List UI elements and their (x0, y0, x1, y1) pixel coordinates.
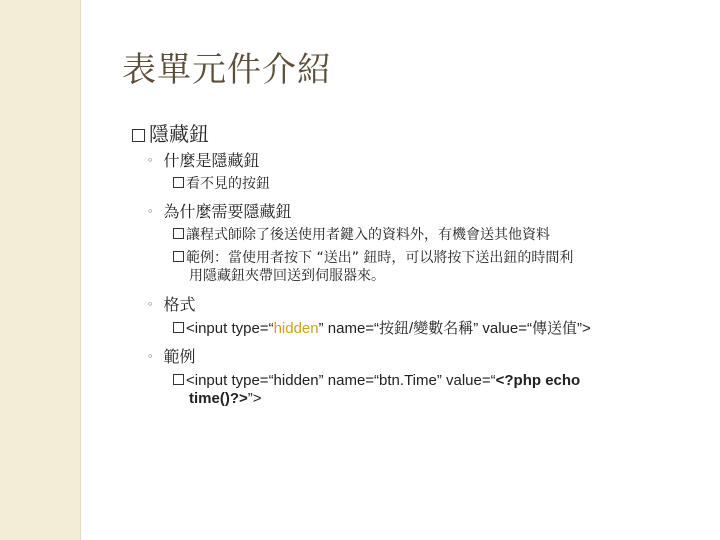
detail-text: 範例：當使用者按下 “送出” 鈕時，可以將按下送出鈕的時間利 (186, 250, 574, 266)
decorative-sidebar (0, 0, 80, 540)
ring-bullet-icon: ◦ (147, 205, 154, 218)
sub-bullet-what (147, 148, 260, 171)
format-code-line (173, 320, 591, 338)
square-bullet-icon (173, 374, 184, 385)
ring-bullet-icon: ◦ (147, 350, 154, 363)
code-highlight: hidden (273, 320, 319, 337)
square-bullet-icon (173, 228, 184, 239)
square-bullet-icon (132, 129, 145, 142)
detail-bullet (173, 226, 550, 244)
sub-bullet-text: 範例 (163, 347, 196, 366)
code-text: <input type=“ (186, 320, 274, 337)
main-bullet (132, 118, 209, 147)
detail-text: 讓程式師除了後送使用者鍵入的資料外，有機會送其他資料 (186, 227, 550, 243)
square-bullet-icon (173, 177, 184, 188)
code-continued (173, 390, 580, 408)
sub-bullet-why (147, 199, 292, 222)
main-bullet-text: 隱藏鈕 (149, 122, 209, 146)
sub-bullet-example (147, 344, 196, 367)
sub-bullet-format (147, 292, 196, 315)
sub-bullet-text: 格式 (163, 295, 196, 314)
code-text: <input type=“hidden” name=“btn.Time” value=“ (186, 372, 496, 389)
sub-bullet-text: 為什麼需要隱藏鈕 (163, 202, 292, 221)
code-bold: <?php echo (495, 372, 581, 389)
sub-bullet-text: 什麼是隱藏鈕 (163, 151, 260, 170)
ring-bullet-icon: ◦ (147, 154, 154, 167)
detail-text-continued: 用隱藏鈕夾帶回送到伺服器來。 (189, 268, 385, 284)
code-text: ”> (247, 390, 262, 407)
sidebar-divider (80, 0, 81, 540)
detail-bullet (173, 175, 270, 193)
code-text: ” name=“按鈕/變數名稱” value=“傳送值”> (318, 320, 591, 337)
detail-bullet (173, 249, 573, 285)
ring-bullet-icon: ◦ (147, 298, 154, 311)
square-bullet-icon (173, 251, 184, 262)
square-bullet-icon (173, 322, 184, 333)
example-code-line (173, 372, 580, 408)
code-bold: time()?> (189, 390, 248, 407)
detail-text: 看不見的按鈕 (186, 176, 270, 192)
slide-title: 表單元件介紹 (122, 50, 332, 90)
